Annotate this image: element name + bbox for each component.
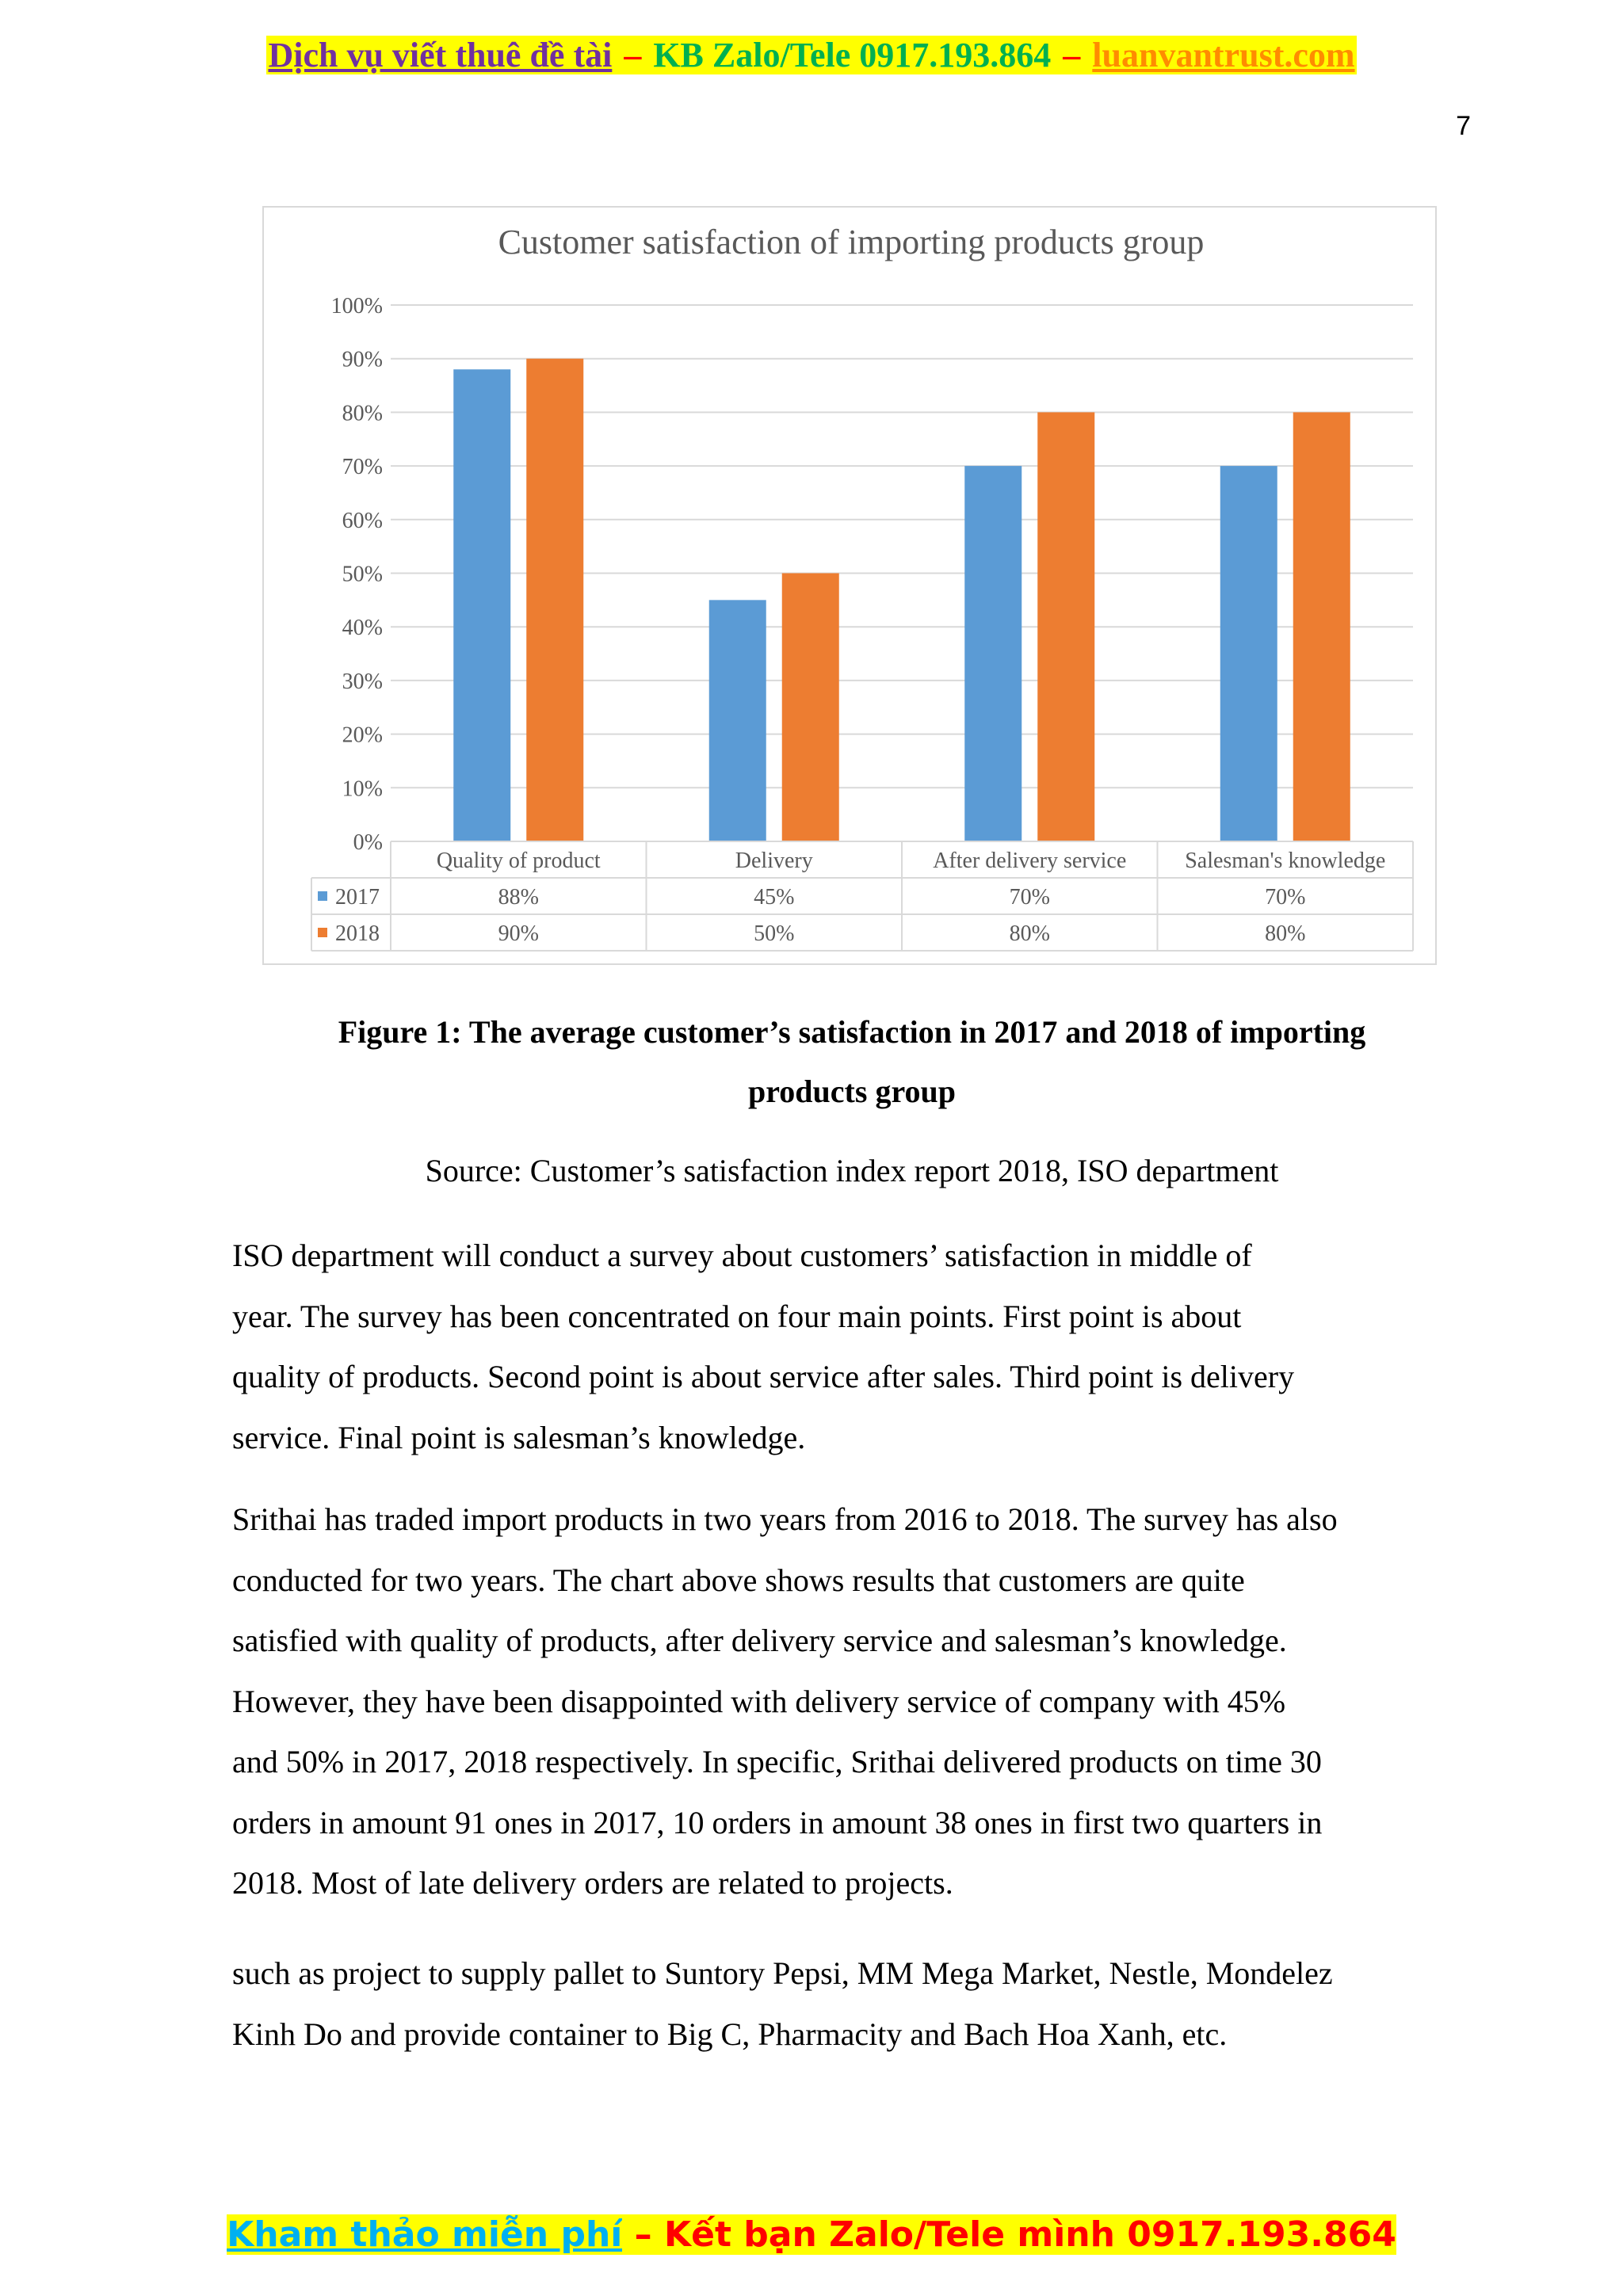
- y-tick-label: 50%: [342, 562, 383, 587]
- banner-contact: Kết bạn Zalo/Tele mình 0917.193.864: [664, 2214, 1396, 2255]
- bar-2018: [526, 359, 583, 841]
- legend-key-2018: [318, 928, 327, 937]
- text-line: 2018. Most of late delivery orders are related to projects.: [232, 1865, 953, 1901]
- text-line: conducted for two years. The chart above shows results that customers are quite: [232, 1562, 1245, 1598]
- y-tick-label: 20%: [342, 723, 383, 748]
- banner-free-link[interactable]: Kham thảo miễn phí: [227, 2214, 623, 2255]
- y-tick-label: 40%: [342, 616, 383, 641]
- legend-key-2017: [318, 891, 327, 901]
- text-line: ISO department will conduct a survey about customers’ satisfaction in middle of: [232, 1238, 1252, 1273]
- data-value-label: 70%: [1009, 885, 1050, 910]
- text-line: orders in amount 91 ones in 2017, 10 orders in amount 38 ones in first two quarters in: [232, 1804, 1323, 1840]
- figure-caption: [262, 1002, 1442, 1121]
- banner-separator: –: [1054, 36, 1090, 74]
- data-value-label: 50%: [754, 921, 795, 946]
- banner-site-link[interactable]: luanvantrust.com: [1092, 36, 1355, 74]
- y-tick-label: 70%: [342, 455, 383, 480]
- y-tick-label: 60%: [342, 508, 383, 533]
- bar-chart: [264, 208, 1438, 967]
- text-line: year. The survey has been concentrated on four main points. First point is about: [232, 1298, 1242, 1334]
- legend-label: 2017: [335, 885, 380, 910]
- category-label: Salesman's knowledge: [1185, 849, 1386, 873]
- data-value-label: 90%: [498, 921, 539, 946]
- text-line: satisfied with quality of products, after delivery service and salesman’s knowledge.: [232, 1623, 1287, 1658]
- banner-separator: –: [622, 2214, 664, 2255]
- top-banner: [0, 32, 1623, 79]
- text-line: and 50% in 2017, 2018 respectively. In specific, Srithai delivered products on time 30: [232, 1744, 1322, 1779]
- banner-contact: KB Zalo/Tele 0917.193.864: [653, 36, 1052, 74]
- bar-2017: [453, 369, 510, 841]
- text-line: such as project to supply pallet to Suntory Pepsi, MM Mega Market, Nestle, Mondelez: [232, 1955, 1333, 1991]
- bar-2017: [709, 600, 766, 841]
- paragraph-survey: [232, 1226, 1453, 1468]
- data-value-label: 80%: [1009, 921, 1050, 946]
- data-value-label: 70%: [1265, 885, 1306, 910]
- text-line: quality of products. Second point is about service after sales. Third point is delivery: [232, 1359, 1295, 1394]
- data-value-label: 80%: [1265, 921, 1306, 946]
- chart-title: Customer satisfaction of importing products group: [498, 223, 1205, 261]
- banner-separator: –: [615, 36, 651, 74]
- y-tick-label: 30%: [342, 669, 383, 694]
- category-label: Quality of product: [436, 849, 601, 873]
- text-line: Kinh Do and provide container to Big C, Pharmacity and Bach Hoa Xanh, etc.: [232, 2016, 1228, 2052]
- bar-2018: [782, 574, 839, 842]
- data-value-label: 88%: [498, 885, 539, 910]
- text-line: service. Final point is salesman’s knowledge.: [232, 1419, 806, 1455]
- y-axis-ticks: [331, 294, 383, 855]
- y-tick-label: 90%: [342, 347, 383, 372]
- y-tick-label: 80%: [342, 401, 383, 426]
- bar-2017: [964, 466, 1022, 841]
- data-table: [311, 841, 1413, 951]
- figure-caption-line1: Figure 1: The average customer’s satisfaction in 2017 and 2018 of importing: [338, 1014, 1366, 1050]
- bars: [453, 359, 1350, 841]
- text-line: Srithai has traded import products in two years from 2016 to 2018. The survey has also: [232, 1501, 1338, 1537]
- bar-2017: [1220, 466, 1277, 841]
- chart-container: [262, 206, 1437, 965]
- bar-2018: [1037, 412, 1094, 841]
- y-tick-label: 10%: [342, 776, 383, 802]
- y-tick-label: 0%: [353, 830, 383, 855]
- category-label: Delivery: [735, 849, 813, 873]
- category-label: After delivery service: [933, 849, 1127, 873]
- bar-2018: [1293, 412, 1350, 841]
- paragraph-results: [232, 1489, 1484, 1914]
- figure-caption-line2: products group: [748, 1074, 956, 1109]
- paragraph-projects: [232, 1943, 1484, 2065]
- bottom-banner: [0, 2210, 1623, 2260]
- y-tick-label: 100%: [330, 294, 383, 318]
- data-value-label: 45%: [754, 885, 795, 910]
- text-line: However, they have been disappointed with delivery service of company with 45%: [232, 1683, 1286, 1719]
- legend-label: 2018: [335, 921, 380, 946]
- banner-service-link[interactable]: Dịch vụ viết thuê đề tài: [268, 36, 613, 74]
- figure-source: Source: Customer’s satisfaction index report 2018, ISO department: [425, 1153, 1279, 1188]
- page-number: 7: [1456, 111, 1471, 141]
